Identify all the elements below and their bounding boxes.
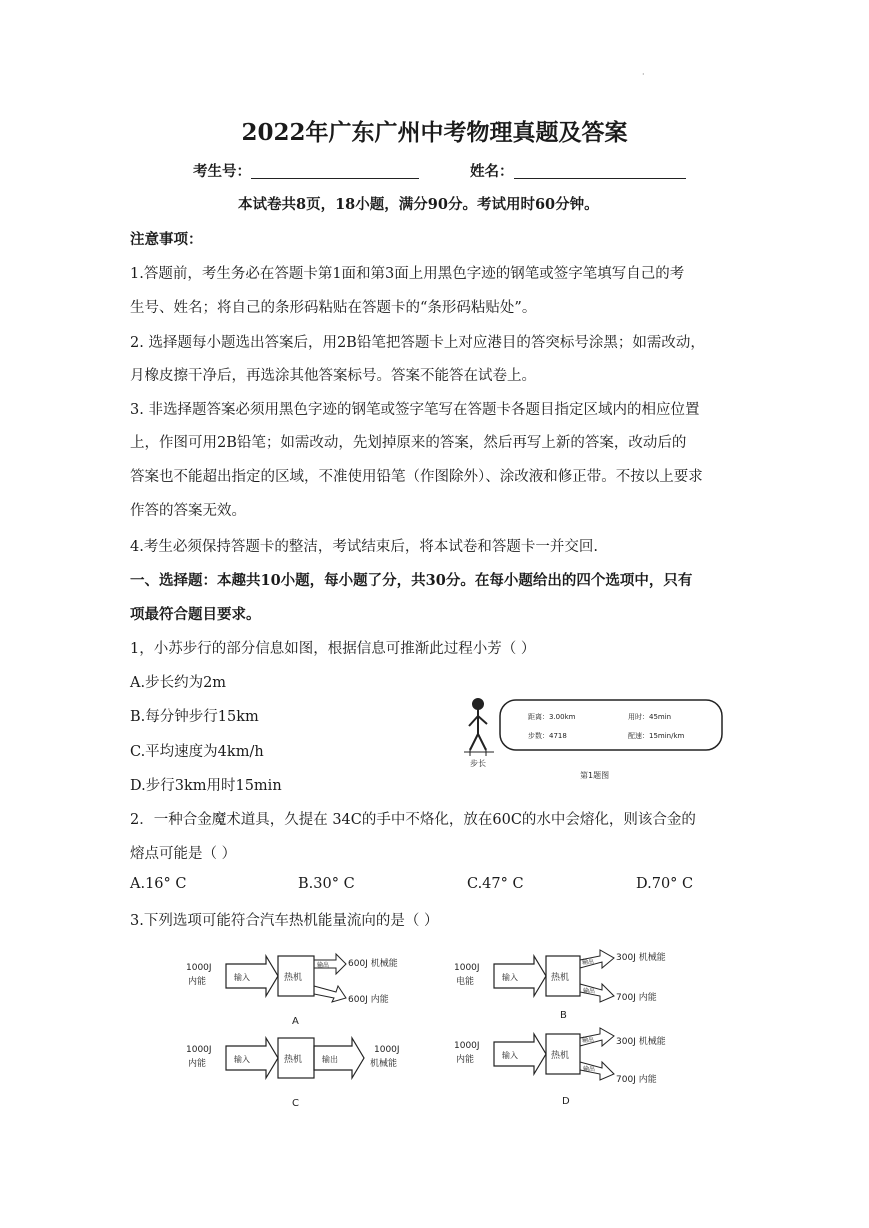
step-label: 步长 xyxy=(470,759,486,768)
diagram-a-output-mech: 600J 机械能 xyxy=(348,959,398,969)
notice-line: 3. 非选择题答案必须用黑色字迹的钢笔或签字笔写在答题卡各题目指定区域内的相应位置 xyxy=(130,402,700,418)
q2-option-c: C.47° C xyxy=(467,876,524,892)
page-title: 2022年广东广州中考物理真题及答案 xyxy=(241,119,628,146)
exam-number-label: 考生号： xyxy=(193,163,251,180)
diagram-c-input-amount: 1000J xyxy=(186,1045,212,1055)
diagram-a-input-amount: 1000J xyxy=(186,963,212,973)
student-name-label: 姓名： xyxy=(470,163,514,180)
diagram-a-output-heat: 600J 内能 xyxy=(348,995,389,1005)
q2-option-d: D.70° C xyxy=(636,876,694,892)
diagram-b-input-tag: 输入 xyxy=(502,973,518,982)
figure-caption: 第1题图 xyxy=(580,771,610,780)
diagram-d-letter: D xyxy=(562,1096,570,1107)
notice-line: 答案也不能超出指定的区域，不准使用铅笔（作图除外）、涂改液和修正带。不按以上要求 xyxy=(130,469,703,485)
diagram-a-letter: A xyxy=(292,1016,299,1027)
time-value: 用时：45min xyxy=(628,713,672,721)
diagram-b-output-tag: 输出 xyxy=(582,959,595,966)
diagram-c-output-amount: 1000J xyxy=(374,1045,400,1055)
exam-number-field xyxy=(193,160,419,181)
exam-number-blank xyxy=(251,162,419,179)
section-heading-cont: 项最符合题目要求。 xyxy=(130,606,261,623)
diagram-a xyxy=(186,954,398,1027)
diagram-d-output-heat: 700J 内能 xyxy=(616,1075,657,1085)
notice-line: 上，作图可用2B铅笔；如需改动，先划掉原来的答案，然后再写上新的答案，改动后的 xyxy=(130,435,687,451)
diagram-d xyxy=(454,1028,666,1107)
page-dot: · xyxy=(642,70,645,79)
diagram-a-output-arrow-2 xyxy=(314,986,346,1002)
notice-line: 4.考生必须保持答题卡的整洁，考试结束后，将本试卷和答题卡一并交回. xyxy=(130,539,598,555)
diagram-d-output-tag: 输出 xyxy=(582,1037,595,1044)
diagram-b-input-amount: 1000J xyxy=(454,963,480,973)
diagram-c-output-kind: 机械能 xyxy=(370,1059,398,1069)
diagram-c-engine-label: 热机 xyxy=(284,1055,303,1065)
notice-heading: 注意事项： xyxy=(130,231,203,248)
notice-line: 作答的答案无效。 xyxy=(130,503,246,519)
student-name-blank xyxy=(514,162,686,179)
diagram-d-engine-label: 热机 xyxy=(551,1051,570,1061)
diagram-a-input-kind: 内能 xyxy=(188,977,207,987)
exam-info: 本试卷共8页，18小题，满分90分。考试用时60分钟。 xyxy=(238,196,599,213)
q1-option-d: D.步行3km用时15min xyxy=(130,778,282,794)
q1-stem: 1，小苏步行的部分信息如图，根据信息可推渐此过程小芳（ ） xyxy=(130,641,536,657)
diagram-d-output-mech: 300J 机械能 xyxy=(616,1037,666,1047)
diagram-c-letter: C xyxy=(292,1098,299,1109)
section-heading: 一、选择题：本趣共10小题，每小题了分，共30分。在每小题给出的四个选项中，只有 xyxy=(130,572,693,589)
diagram-a-engine-label: 热机 xyxy=(284,973,303,983)
diagram-a-output-tag: 输出 xyxy=(317,962,330,969)
diagram-d-input-amount: 1000J xyxy=(454,1041,480,1051)
student-name-field xyxy=(470,160,686,181)
diagram-b-engine-label: 热机 xyxy=(551,973,570,983)
diagram-a-input-tag: 输入 xyxy=(234,973,250,982)
q2-option-a: A.16° C xyxy=(130,876,187,892)
diagram-b-output-tag-2: 输出 xyxy=(583,988,596,995)
q1-option-b: B.每分钟步行15km xyxy=(130,709,259,725)
notice-line: 月橡皮擦干净后，再选涂其他答案标号。答案不能答在试卷上。 xyxy=(130,368,536,384)
q1-option-a: A.步长约为2m xyxy=(130,675,227,691)
diagram-d-input-tag: 输入 xyxy=(502,1051,518,1060)
diagram-b-output-heat: 700J 内能 xyxy=(616,993,657,1003)
diagram-c-output-tag: 输出 xyxy=(322,1055,338,1064)
notice-line: 生号、姓名；将自己的条形码粘贴在答题卡的“条形码粘贴处”。 xyxy=(130,300,537,316)
notice-line: 2. 选择题每小题选出答案后，用2B铅笔把答题卡上对应港目的答突标号涂黑；如需改动， xyxy=(130,335,705,351)
diagram-d-input-kind: 内能 xyxy=(456,1055,475,1065)
stats-panel xyxy=(500,700,722,750)
diagram-c-input-kind: 内能 xyxy=(188,1059,207,1069)
q2-stem-line1: 2．一种合金魔术道具，久提在 34C的手中不烙化，放在60C的水中会熔化，则该合金的 xyxy=(130,812,696,828)
q1-option-c: C.平均速度为4km/h xyxy=(130,744,264,760)
diagram-c-input-tag: 输入 xyxy=(234,1055,250,1064)
steps-value: 步数：4718 xyxy=(528,732,567,740)
diagram-b-input-kind: 电能 xyxy=(456,977,475,987)
diagram-c xyxy=(186,1038,400,1109)
diagram-b-letter: B xyxy=(560,1010,567,1021)
notice-line: 1.答题前，考生务必在答题卡第1面和第3面上用黑色字迹的钢笔或签字笔填写自己的考 xyxy=(130,266,685,282)
walker-icon xyxy=(464,699,494,756)
q3-figure xyxy=(180,940,720,1120)
pace-value: 配速：15min/km xyxy=(628,732,685,740)
q2-option-b: B.30° C xyxy=(298,876,355,892)
q2-stem-line2: 熔点可能是（ ） xyxy=(130,846,237,862)
q1-figure xyxy=(458,688,733,788)
distance-value: 距离：3.00km xyxy=(528,713,576,721)
q3-stem: 3.下列选项可能符合汽车热机能量流向的是（ ） xyxy=(130,913,439,929)
diagram-b-output-mech: 300J 机械能 xyxy=(616,953,666,963)
diagram-d-output-tag-2: 输出 xyxy=(583,1066,596,1073)
diagram-b xyxy=(454,950,666,1021)
